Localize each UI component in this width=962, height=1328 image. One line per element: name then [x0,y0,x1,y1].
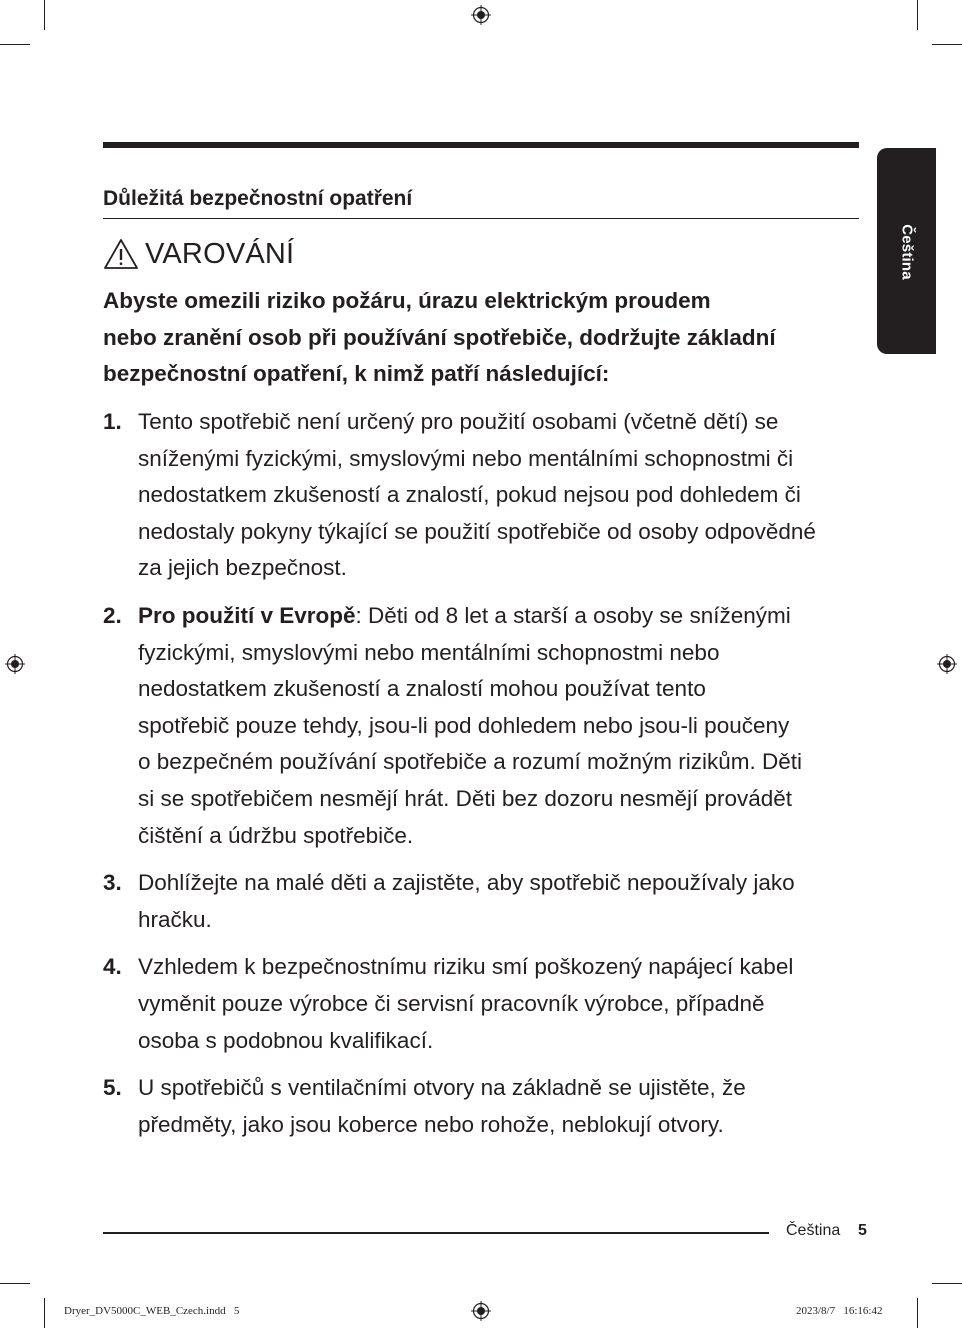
item-line: si se spotřebičem nesmějí hrát. Děti bez dozoru nesmějí provádět [138,785,793,811]
intro-line: nebo zranění osob při používání spotřebiče, dodržujte základní [103,324,776,350]
registration-mark-icon [5,654,25,674]
section-divider [103,218,859,219]
item-bold-lead: Pro použití v Evropě [138,602,356,628]
language-side-tab [877,148,936,354]
item-line: fyzickými, smyslovými nebo mentálními schopnostmi nebo [138,639,720,665]
top-rule [103,142,859,148]
item-line: Vzhledem k bezpečnostnímu riziku smí poškozený napájecí kabel [138,954,794,980]
item-number: 4. [103,954,122,980]
warning-label: VAROVÁNÍ [145,237,295,270]
crop-mark [917,0,918,30]
warning-triangle-icon [103,238,139,270]
item-line: vyměnit pouze výrobce či servisní pracovník výrobce, případně [138,990,765,1016]
item-number: 1. [103,409,122,434]
footer-language: Čeština [786,1222,841,1239]
item-line: čištění a údržbu spotřebiče. [138,822,414,848]
intro-paragraph [103,283,863,393]
item-line: nedostatkem zkušeností a znalostí, pokud nejsou pod dohledem či [138,482,801,508]
item-line: nedostatkem zkušeností a znalostí mohou používat tento [138,676,706,702]
item-line [138,598,865,635]
item-line-text: : Děti od 8 let a starší a osoby se sníženými [355,602,791,628]
side-tab-label: Čeština [898,224,915,280]
registration-mark-icon [471,1301,491,1321]
list-item [103,598,865,854]
slug-datetime: 2023/8/7 16:16:42 [796,1305,883,1317]
item-line: osoba s podobnou kvalifikací. [138,1027,434,1053]
crop-mark [44,0,45,30]
list-item [103,865,865,938]
safety-list [103,404,865,1154]
crop-mark [44,1298,45,1328]
crop-mark [932,1283,962,1284]
intro-line: bezpečnostní opatření, k nimž patří následující: [103,361,610,386]
crop-mark [0,44,30,45]
item-line: nedostaly pokyny týkající se použití spotřebiče od osoby odpovědné [138,518,816,544]
warning-heading [103,236,294,272]
list-item [103,949,865,1059]
section-title: Důležitá bezpečnostní opatření [103,187,413,210]
item-number: 5. [103,1075,122,1101]
crop-mark [917,1298,918,1328]
item-line: Dohlížejte na malé děti a zajistěte, aby spotřebič nepoužívaly jako [138,870,795,896]
item-number: 2. [103,602,122,628]
intro-line: Abyste omezili riziko požáru, úrazu elektrickým proudem [103,288,711,313]
item-line: sníženými fyzickými, smyslovými nebo mentálními schopnostmi či [138,445,794,471]
registration-mark-icon [471,5,491,25]
item-line: hračku. [138,906,212,932]
item-line: předměty, jako jsou koberce nebo rohože, neblokují otvory. [138,1111,724,1137]
registration-mark-icon [937,654,957,674]
item-line: spotřebič pouze tehdy, jsou-li pod dohledem nebo jsou-li poučeny [138,712,790,738]
item-line: o bezpečném používání spotřebiče a rozumí možným rizikům. Děti [138,749,803,775]
item-line: U spotřebičů s ventilačními otvory na základně se ujistěte, že [138,1075,746,1101]
item-line: Tento spotřebič není určený pro použití osobami (včetně dětí) se [138,409,779,434]
page-number: 5 [858,1222,867,1239]
crop-mark [0,1283,30,1284]
crop-mark [932,44,962,45]
item-line: za jejich bezpečnost. [138,555,347,581]
item-number: 3. [103,870,122,896]
list-item [103,1070,865,1143]
footer-rule [103,1232,769,1234]
slug-filename: Dryer_DV5000C_WEB_Czech.indd 5 [64,1305,240,1317]
list-item [103,404,865,587]
